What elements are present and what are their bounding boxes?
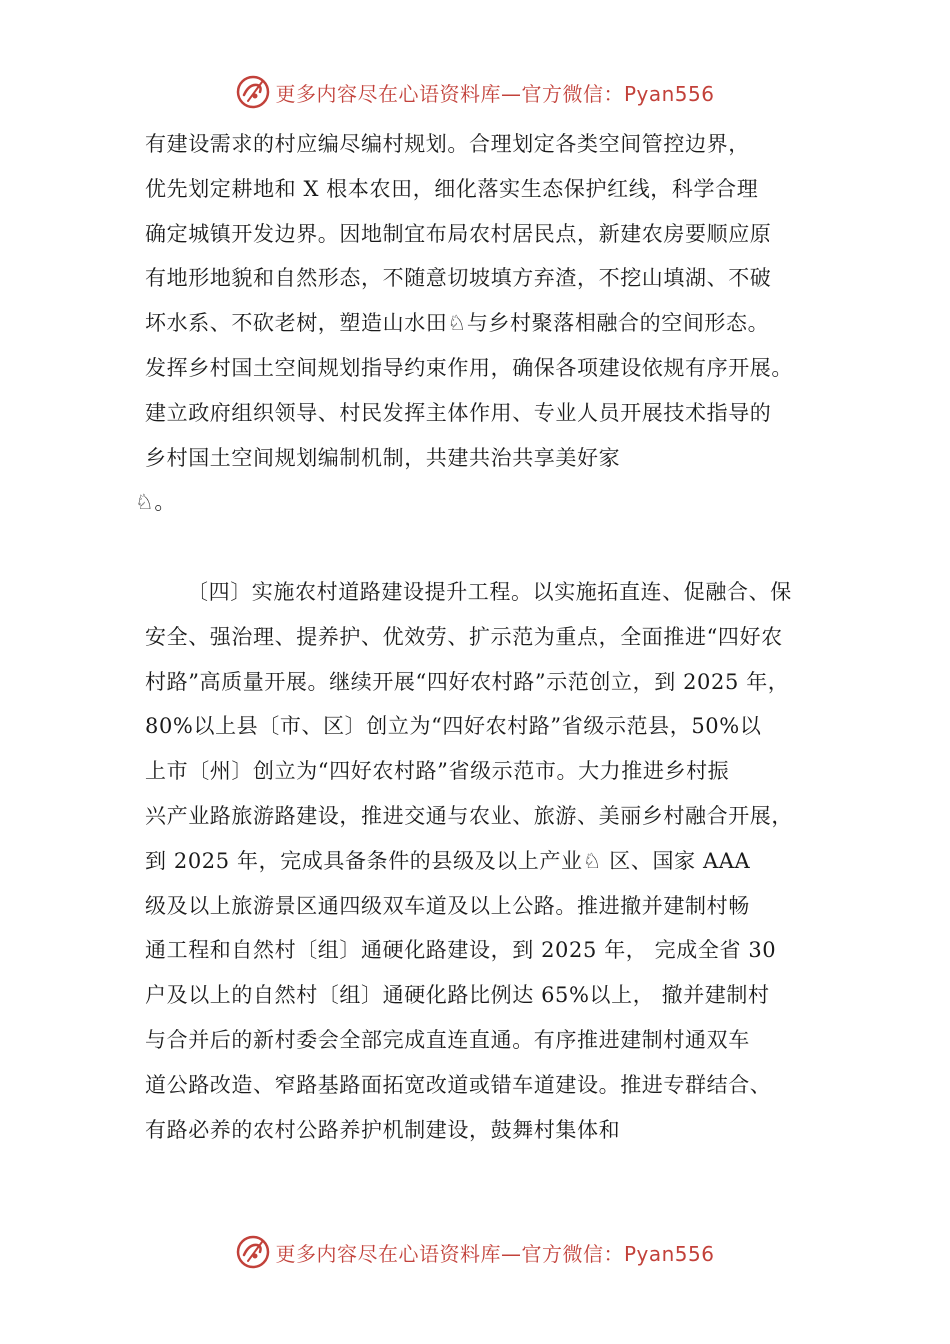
- text-line: 安全、强治理、提养护、优效劳、扩示范为重点，全面推进“四好农: [145, 624, 783, 649]
- text-line: 到 2025 年，完成具备条件的县级及以上产业♘ 区、国家 AAA: [145, 848, 751, 873]
- text-line: 道公路改造、窄路基路面拓宽改道或错车道建设。推进专群结合、: [145, 1072, 772, 1097]
- text-line: 兴产业路旅游路建设，推进交通与农业、旅游、美丽乡村融合开展，: [145, 803, 793, 828]
- text-line: 有路必养的农村公路养护机制建设，鼓舞村集体和: [145, 1117, 621, 1142]
- paragraph-gap: [145, 525, 835, 570]
- text-line: 通工程和自然村〔组〕通硬化路建设，到 2025 年， 完成全省 30: [145, 938, 777, 963]
- text-line: 村路”高质量开展。继续开展“四好农村路”示范创立，到 2025 年，: [145, 669, 790, 694]
- text-line: 与合并后的新村委会全部完成直连直通。有序推进建制村通双车: [145, 1027, 750, 1052]
- text-line: 建立政府组织领导、村民发挥主体作用、专业人员开展技术指导的: [145, 400, 772, 425]
- text-line: 级及以上旅游景区通四级双车道及以上公路。推进撤并建制村畅: [145, 893, 750, 918]
- header-banner-text: 更多内容尽在心语资料库—官方微信：Pyan556: [275, 81, 715, 106]
- text-line: 户及以上的自然村〔组〕通硬化路比例达 65%以上， 撤并建制村: [145, 983, 770, 1008]
- text-line: 发挥乡村国土空间规划指导约束作用，确保各项建设依规有序开展。: [145, 355, 793, 380]
- text-line: 上市〔州〕创立为“四好农村路”省级示范市。大力推进乡村振: [145, 759, 730, 784]
- text-line: 确定城镇开发边界。因地制宜布局农村居民点，新建农房要顺应原: [145, 221, 772, 246]
- text-line: 有建设需求的村应编尽编村规划。合理划定各类空间管控边界，: [145, 132, 750, 156]
- text-line: 坏水系、不砍老树，塑造山水田♘与乡村聚落相融合的空间形态。: [145, 311, 770, 336]
- text-line: 80%以上县〔市、区〕创立为“四好农村路”省级示范县，50%以: [145, 714, 762, 739]
- brand-logo-icon: [235, 1234, 271, 1270]
- paragraph-start-line: 〔四〕实施农村道路建设提升工程。以实施拓直连、促融合、保: [187, 579, 792, 604]
- text-line: 有地形地貌和自然形态，不随意切坡填方弃渣，不挖山填湖、不破: [145, 266, 772, 291]
- text-line: 优先划定耕地和 X 根本农田，细化落实生态保护红线，科学合理: [145, 176, 759, 201]
- footer-banner[interactable]: [0, 1230, 950, 1274]
- body-text: [135, 122, 835, 1152]
- text-line: ♘。: [135, 490, 177, 515]
- header-banner[interactable]: [0, 70, 950, 114]
- text-line: 乡村国土空间规划编制机制，共建共治共享美好家: [145, 445, 621, 470]
- footer-banner-text: 更多内容尽在心语资料库—官方微信：Pyan556: [275, 1241, 715, 1266]
- brand-logo-icon: [235, 74, 271, 110]
